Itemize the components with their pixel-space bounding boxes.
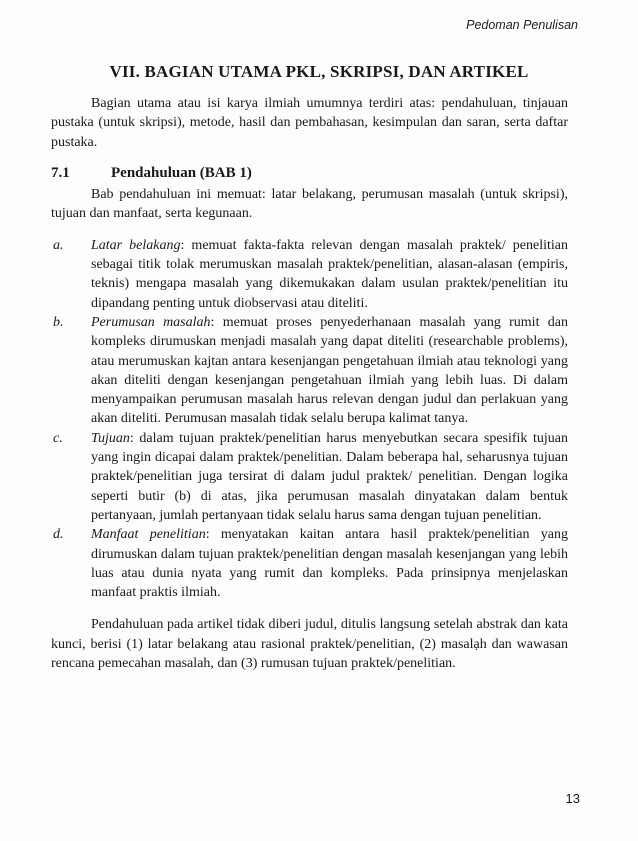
list-item — [51, 525, 568, 602]
page-number: 13 — [565, 791, 580, 806]
list-text: : menyatakan kaitan antara hasil praktek/penelitian yang dirumuskan dalam tujuan praktek/penelitian dengan masalah kesenjangan yang lebih luas atau dunia nyata yang rumit dan kompleks. Pada prinsipnya menjelaskan manfaat praktis ilmiah. — [91, 527, 568, 601]
list-term: Perumusan masalah — [91, 314, 211, 330]
body-content — [51, 94, 568, 673]
section-heading — [51, 164, 568, 183]
list-marker: b. — [53, 314, 64, 330]
chapter-title: VII. BAGIAN UTAMA PKL, SKRIPSI, DAN ARTIKEL — [109, 62, 529, 81]
section-number: 7.1 — [51, 164, 70, 181]
list-term: Latar belakang — [91, 237, 181, 253]
list-item — [51, 236, 568, 313]
list-term: Manfaat penelitian — [91, 527, 206, 543]
list-marker: c. — [53, 430, 63, 446]
list-item — [51, 313, 568, 429]
subsection-list — [51, 236, 568, 603]
list-term: Tujuan — [91, 430, 130, 446]
list-text: : memuat fakta-fakta relevan dengan masalah praktek/ penelitian sebagai titik tolak merumuskan masalah praktek/penelitian, alasan-alasan (empiris, teknis) mengapa masalah yang dikemukakan dalam usulan praktek/penelitian itu dipandang penting untuk diobservasi atau diteliti. — [91, 237, 568, 311]
running-header: Pedoman Penulisan — [466, 18, 578, 32]
intro-paragraph: Bagian utama atau isi karya ilmiah umumnya terdiri atas: pendahuluan, tinjauan pustaka (untuk skripsi), metode, hasil dan pembahasan, kesimpulan dan saran, serta daftar pustaka. — [51, 96, 568, 150]
list-marker: d. — [53, 527, 64, 543]
list-text: : dalam tujuan praktek/penelitian harus menyebutkan secara spesifik tujuan yang ingin dicapai dalam praktek/penelitian. Dalam beberapa hal, seharusnya tujuan praktek/penelitian juga tersirat di dalam judul praktek/ penelitian. Dengan logika seperti butir (b) di atas, jika perumusan masalah dinyatakan dalam bentuk pertanyaan, jumlah pertanyaan tidak selalu harus sama dengan tujuan penelitian. — [91, 430, 568, 523]
section-title: Pendahuluan (BAB 1) — [111, 164, 252, 181]
list-item — [51, 429, 568, 525]
list-marker: a. — [53, 237, 64, 253]
closing-paragraph: Pendahuluan pada artikel tidak diberi judul, ditulis langsung setelah abstrak dan kata kunci, berisi (1) latar belakang atau rasional praktek/penelitian, (2) masalạh dan wawasan rencana pemecahan masalah, dan (3) rumusan tujuan praktek/penelitian. — [51, 617, 568, 672]
list-text: : memuat proses penyederhanaan masalah yang rumit dan kompleks dirumuskan menjadi masalah yang dapat diteliti (researchable problems), atau merumuskan kajtan antara kesenjangan pengetahuan ilmiah atau teknologi yang akan diteliti dengan kesenjangan pengetahuan ilmiah yang lebih luas. Di dalam menyampaikan perumusan masalah harus relevan dengan judul dan perlakuan yang akan diteliti. Perumusan masalah tidak selalu berupa kalimat tanya. — [91, 314, 568, 427]
section-paragraph: Bab pendahuluan ini memuat: latar belakang, perumusan masalah (untuk skripsi), tujuan dan manfaat, serta kegunaan. — [51, 187, 568, 222]
